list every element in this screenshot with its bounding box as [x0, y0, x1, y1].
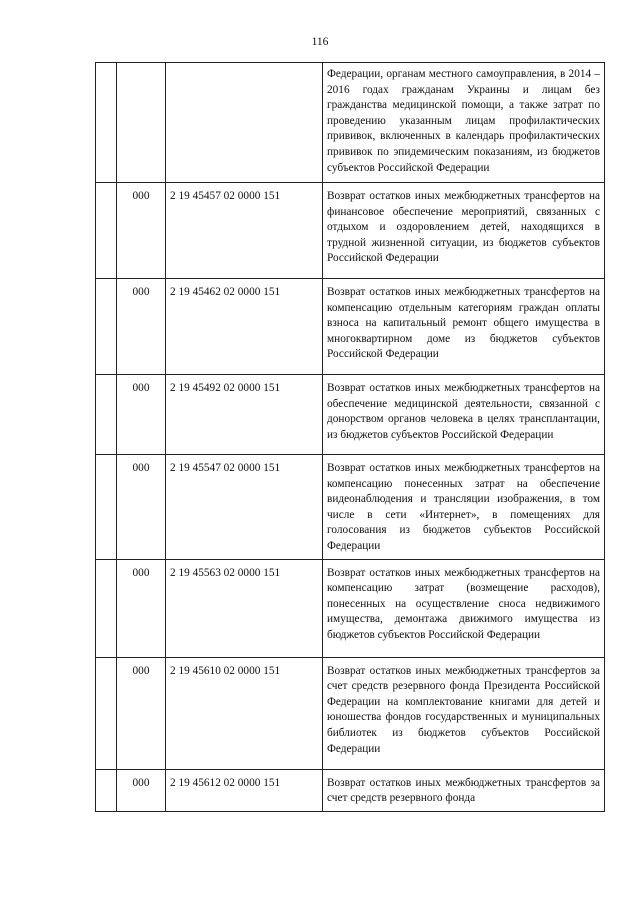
description-cell: Возврат остатков иных межбюджетных трансфертов за счет средств резервного фонда [323, 769, 605, 811]
blank-cell [96, 769, 117, 811]
table-row [96, 183, 605, 279]
blank-cell [96, 183, 117, 279]
description-cell: Возврат остатков иных межбюджетных трансфертов на компенсацию затрат (возмещение расходов), понесенных на осуществление сноса недвижимого имущества, демонтажа движимого имущества из бюджетов субъектов Российской Федерации [323, 559, 605, 657]
blank-cell [96, 559, 117, 657]
admin-code-cell: 000 [117, 769, 166, 811]
table-row [96, 657, 605, 769]
budget-code-cell: 2 19 45457 02 0000 151 [166, 183, 323, 279]
admin-code-cell: 000 [117, 455, 166, 560]
description-cell: Возврат остатков иных межбюджетных трансфертов на финансовое обеспечение мероприятий, связанных с отдыхом и оздоровлением детей, находящихся в трудной жизненной ситуации, из бюджетов субъектов Российской Федерации [323, 183, 605, 279]
table-row [96, 375, 605, 455]
budget-code-cell: 2 19 45612 02 0000 151 [166, 769, 323, 811]
admin-code-cell [117, 63, 166, 183]
budget-code-cell [166, 63, 323, 183]
page-number: 116 [311, 36, 329, 48]
admin-code-cell: 000 [117, 657, 166, 769]
description-cell: Возврат остатков иных межбюджетных трансфертов на компенсацию понесенных затрат на обеспечение видеонаблюдения и трансляции изображения, в том числе в сети «Интернет», в помещениях для голосования из бюджетов субъектов Российской Федерации [323, 455, 605, 560]
admin-code-cell: 000 [117, 559, 166, 657]
blank-cell [96, 455, 117, 560]
description-cell: Возврат остатков иных межбюджетных трансфертов за счет средств резервного фонда Президента Российской Федерации на комплектование книгами для детей и юношества фондов государственных и муниципальных библиотек из бюджетов субъектов Российской Федерации [323, 657, 605, 769]
admin-code-cell: 000 [117, 279, 166, 375]
admin-code-cell: 000 [117, 375, 166, 455]
table-row [96, 279, 605, 375]
budget-code-cell: 2 19 45563 02 0000 151 [166, 559, 323, 657]
table-row [96, 63, 605, 183]
table-row [96, 769, 605, 811]
blank-cell [96, 63, 117, 183]
table-row [96, 559, 605, 657]
table-row [96, 455, 605, 560]
description-cell: Возврат остатков иных межбюджетных трансфертов на компенсацию отдельным категориям граждан оплаты взноса на капитальный ремонт общего имущества в многоквартирном доме из бюджетов субъектов Российской Федерации [323, 279, 605, 375]
description-cell: Федерации, органам местного самоуправления, в 2014 –2016 годах гражданам Украины и лицам без гражданства медицинской помощи, а также затрат по проведению указанным лицам профилактических прививок, включенных в календарь профилактических прививок по эпидемическим показаниям, из бюджетов субъектов Российской Федерации [323, 63, 605, 183]
budget-code-cell: 2 19 45492 02 0000 151 [166, 375, 323, 455]
blank-cell [96, 657, 117, 769]
budget-code-cell: 2 19 45547 02 0000 151 [166, 455, 323, 560]
budget-code-cell: 2 19 45610 02 0000 151 [166, 657, 323, 769]
budget-codes-table [95, 62, 605, 812]
blank-cell [96, 375, 117, 455]
blank-cell [96, 279, 117, 375]
budget-code-cell: 2 19 45462 02 0000 151 [166, 279, 323, 375]
admin-code-cell: 000 [117, 183, 166, 279]
description-cell: Возврат остатков иных межбюджетных трансфертов на обеспечение медицинской деятельности, связанной с донорством органов человека в целях трансплантации, из бюджетов субъектов Российской Федерации [323, 375, 605, 455]
